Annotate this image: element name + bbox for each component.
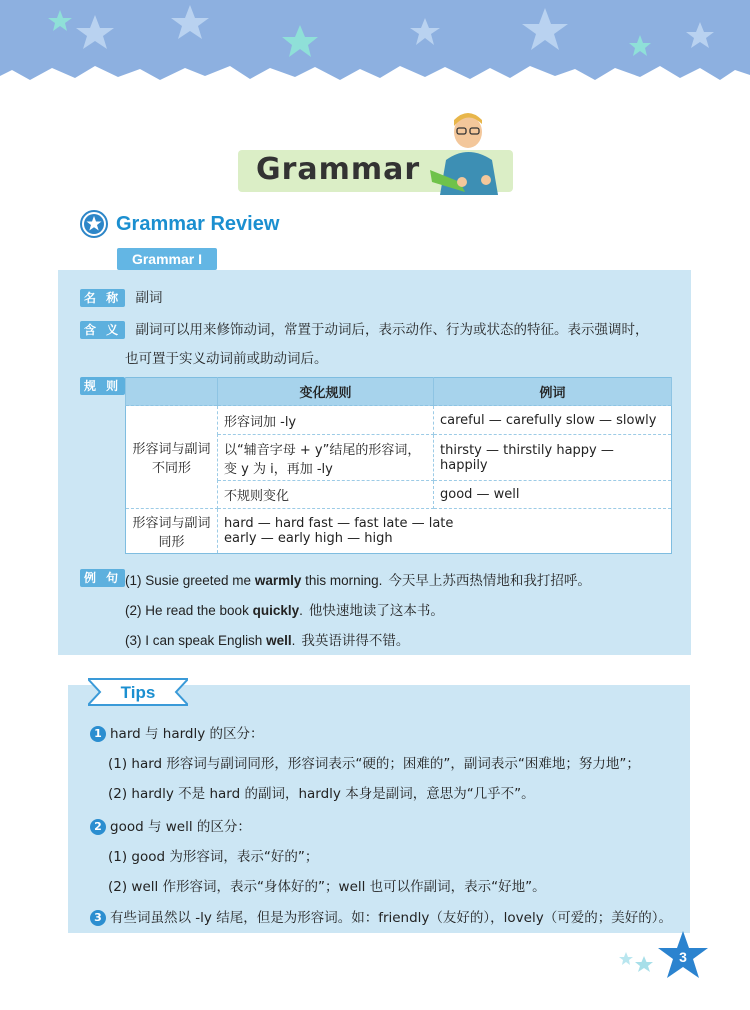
teacher-illustration	[420, 110, 515, 200]
example-sentence	[125, 569, 591, 589]
small-stars-icon	[618, 948, 658, 974]
page-title: Grammar	[256, 152, 421, 187]
example-cell: careful — carefully slow — slowly	[434, 406, 672, 435]
meaning-text: 副词可以用来修饰动词，常置于动词后，表示动作、行为或状态的特征。表示强调时，	[135, 322, 649, 338]
rule-cell: 不规则变化	[218, 481, 434, 509]
grammar-subtab: Grammar I	[117, 248, 217, 270]
page-number-star	[657, 930, 709, 980]
section-title: Grammar Review	[116, 212, 280, 235]
tip-subline: (1) good 为形容词，表示“好的”；	[108, 849, 319, 865]
star-circle-icon	[80, 210, 108, 238]
section-heading	[80, 210, 279, 238]
example-translation: 今天早上苏西热情地和我打招呼。	[388, 573, 591, 589]
example-text: .	[299, 603, 303, 618]
tip-item	[90, 906, 672, 926]
group-label: 形容词与副词不同形	[126, 406, 218, 509]
tip-item	[90, 722, 264, 742]
tip-subline: (1) hard 形容词与副词同形，形容词表示“硬的；困难的”，副词表示“困难地；努力地”；	[108, 756, 640, 772]
rules-tag: 规 则	[80, 377, 125, 395]
example-sentence	[125, 629, 409, 649]
group-label: 形容词与副词同形	[126, 509, 218, 554]
tip-number: 2	[90, 819, 106, 835]
table-row	[126, 406, 672, 435]
tip-number: 1	[90, 726, 106, 742]
tips-ribbon	[88, 677, 188, 707]
meaning-tag: 含 义	[80, 321, 125, 339]
examples-tag-row	[80, 569, 125, 587]
same-form-line: hard — hard fast — fast late — late	[224, 516, 454, 531]
example-text: .	[291, 633, 296, 648]
table-header	[126, 378, 218, 406]
example-cell: good — well	[434, 481, 672, 509]
tip-subline: (2) hardly 不是 hard 的副词，hardly 本身是副词，意思为“几乎不”。	[108, 786, 535, 802]
tips-label: Tips	[120, 683, 156, 702]
example-text: (2) He read the book	[125, 603, 253, 618]
table-header-row	[126, 378, 672, 406]
tip-text: good 与 well 的区分：	[110, 819, 251, 835]
table-row	[126, 509, 672, 554]
tip-item	[90, 815, 251, 835]
examples-tag: 例 句	[80, 569, 125, 587]
tip-subline: (2) well 作形容词，表示“身体好的”；well 也可以作副词，表示“好地”。	[108, 879, 546, 895]
example-bold: well	[266, 633, 292, 648]
name-tag: 名 称	[80, 289, 125, 307]
rule-cell: 形容词加 -ly	[218, 406, 434, 435]
name-value: 副词	[135, 290, 163, 306]
rules-table	[125, 377, 672, 554]
example-sentence	[125, 599, 444, 619]
example-bold: warmly	[254, 573, 302, 588]
table-header: 例词	[434, 378, 672, 406]
name-row	[80, 286, 162, 307]
rules-row	[80, 377, 125, 395]
table-header: 变化规则	[218, 378, 434, 406]
example-translation: 他快速地读了这本书。	[308, 603, 444, 619]
example-text: this morning.	[301, 573, 383, 588]
same-form-cell	[218, 509, 672, 554]
example-cell: thirsty — thirstily happy — happily	[434, 435, 672, 481]
meaning-row	[80, 318, 648, 339]
example-translation: 我英语讲得不错。	[301, 633, 410, 649]
example-text: (1) Susie greeted me	[125, 573, 255, 588]
tip-number: 3	[90, 910, 106, 926]
tip-text: hard 与 hardly 的区分：	[110, 726, 264, 742]
example-text: (3) I can speak English	[125, 633, 267, 648]
tip-text: 有些词虽然以 -ly 结尾，但是为形容词。如：friendly（友好的），lovely（可爱的；美好的）。	[110, 910, 672, 926]
star-banner	[0, 0, 750, 90]
example-bold: quickly	[252, 603, 300, 618]
rule-cell: 以“辅音字母 + y”结尾的形容词，变 y 为 i，再加 -ly	[218, 435, 434, 481]
page-number: 3	[679, 949, 687, 965]
meaning-text-cont: 也可置于实义动词前或助动词后。	[125, 351, 328, 367]
same-form-line: early — early high — high	[224, 531, 393, 546]
